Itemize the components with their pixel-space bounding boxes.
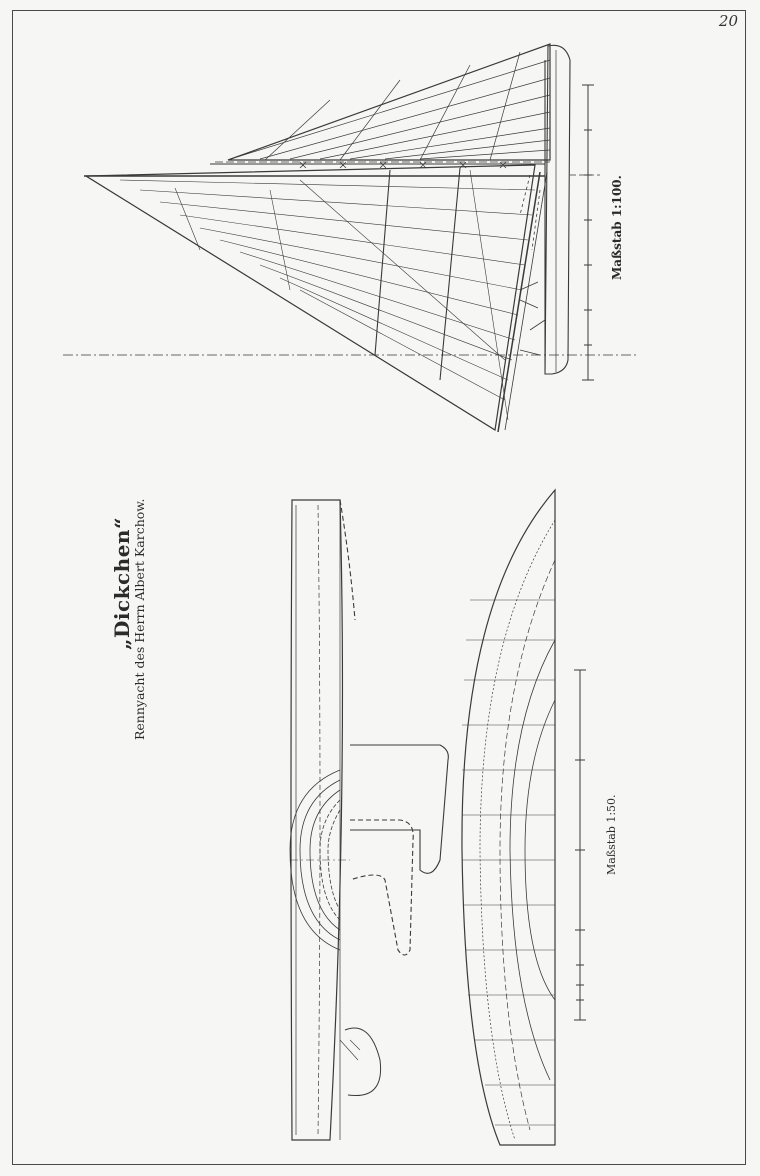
sail-plan-scale-label: Maßstab 1:100.: [610, 175, 624, 280]
hull-profile: [290, 500, 350, 1140]
drawing-subtitle: Rennyacht des Herrn Albert Karchow.: [132, 498, 147, 740]
boom: [498, 172, 540, 432]
page-number: 20: [718, 12, 738, 30]
sail-plan: [63, 44, 638, 432]
lines-plan: [290, 490, 586, 1145]
sail-plan-hull: [545, 45, 570, 374]
rudder: [340, 1028, 381, 1096]
sail-plan-scale-bar: [582, 85, 594, 380]
fin-keel: [340, 500, 448, 955]
mainsail: [228, 44, 550, 160]
lines-plan-scale-bar: [574, 670, 586, 1020]
lines-plan-scale-label: Maßstab 1:50.: [605, 794, 618, 875]
drawing-title: „Dickchen“: [110, 517, 134, 650]
foresail: [86, 165, 535, 430]
half-breadth-plan: [462, 490, 555, 1145]
